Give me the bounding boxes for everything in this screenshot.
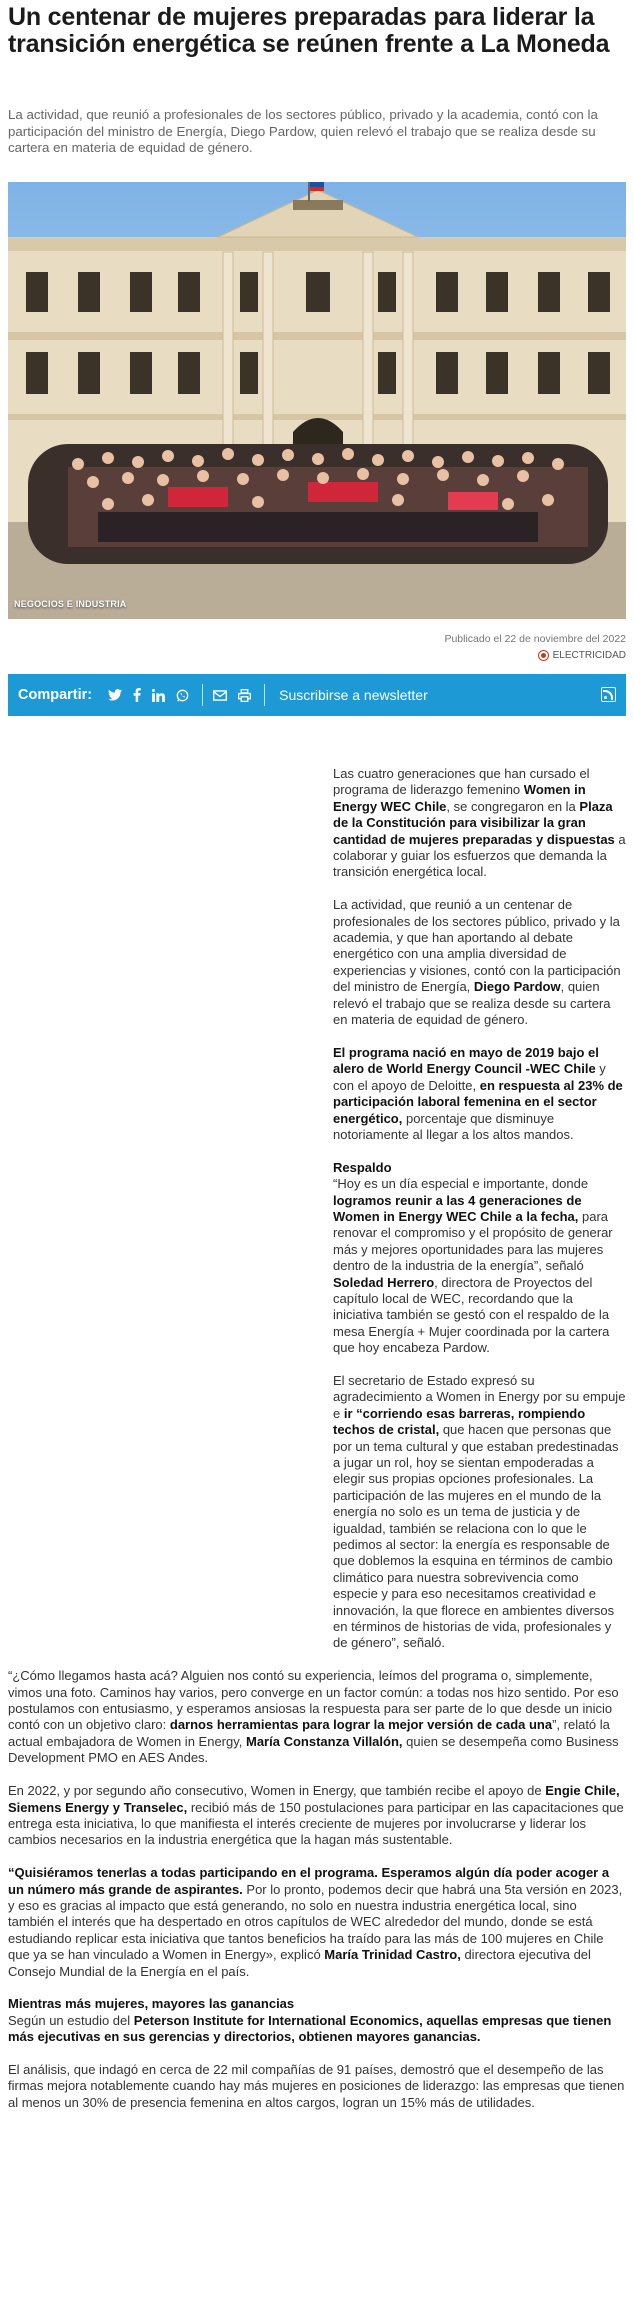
share-bar bbox=[8, 674, 626, 716]
body-paragraph bbox=[8, 2062, 626, 2111]
bold-run: Women in Energy WEC Chile bbox=[333, 782, 586, 814]
facebook-icon[interactable] bbox=[133, 688, 141, 702]
text-run: El secretario de Estado expresó su agradecimiento a Women in Energy por su empuje e bbox=[333, 1372, 626, 1421]
image-category-tag[interactable]: NEGOCIOS E INDUSTRIA bbox=[14, 599, 127, 609]
body-paragraph bbox=[8, 1996, 626, 2045]
subheading-ganancias: Mientras más mujeres, mayores las ganancias bbox=[8, 1996, 295, 2012]
ad-placeholder bbox=[8, 766, 333, 1664]
text-run: quien se desempeña como Business Development PMO en AES Andes. bbox=[8, 1733, 619, 1766]
bold-run: Soledad Herrero bbox=[333, 1274, 435, 1290]
text-run: a colaborar y guiar los esfuerzos que demanda la transición energética local. bbox=[333, 831, 626, 880]
share-divider bbox=[264, 684, 265, 706]
bold-run: en respuesta al 23% de participación laboral femenina en el sector energético, bbox=[333, 1077, 623, 1126]
article-body bbox=[8, 766, 626, 2128]
bold-run: Diego Pardow bbox=[473, 979, 561, 995]
text-run: directora ejecutiva del Consejo Mundial de la Energía en el país. bbox=[8, 1947, 591, 1979]
text-run: , se congregaron en la bbox=[446, 798, 580, 814]
whatsapp-icon[interactable] bbox=[176, 689, 189, 702]
bold-run: María Constanza Villalón, bbox=[246, 1733, 403, 1749]
text-run: que hacen que personas que por un tema cultural y que estaban predestinadas a jugar un rol, hoy se sientan empoderadas a elegir sus propias opciones profesionales. La participación de las mujeres en el mundo de la energía no solo es un tema de justicia y de igualdad, también se relaciona con lo que le pedimos al sector: la energía es responsable de que doblemos la esquina en términos de cambio climático para nuestra sobrevivencia como especie y para eso necesitamos creatividad e innovación, la que florece en ambientes diversos en términos de historias de vida, profesionales y de género”, señaló. bbox=[333, 1422, 619, 1651]
section-label[interactable] bbox=[538, 650, 626, 661]
body-paragraph bbox=[8, 1668, 626, 1766]
article-lead: La actividad, que reunió a profesionales de los sectores público, privado y la academia, contó con la participación del ministro de Energía, Diego Pardow, quien relevó el trabajo que se realiza desde su cartera en materia de equidad de género. bbox=[8, 107, 598, 155]
bold-run: Peterson Institute for International Economics, aquellas empresas que tienen más ejecutivas en sus gerencias y directorios, obtienen mayores ganancias. bbox=[8, 2012, 612, 2045]
text-run: Las cuatro generaciones que han cursado el programa de liderazgo femenino bbox=[333, 766, 590, 798]
text-run: , directora de Proyectos del capítulo local de WEC, recordando que la iniciativa también se gestó con el respaldo de la mesa Energía + Mujer coordinada por la cartera que hoy encabeza Pardow. bbox=[333, 1274, 610, 1356]
text-run: recibió más de 150 postulaciones para participar en las capacitaciones que entrega esta iniciativa, lo que manifiesta el interés creciente de mujeres por involucrarse y liderar los cambios necesarios en la industria energética que la hagan más sustentable. bbox=[8, 1799, 624, 1848]
bold-run: Plaza de la Constitución para visibilizar la gran cantidad de mujeres preparadas y dispuestas bbox=[333, 798, 615, 847]
bold-run: ir “corriendo esas barreras, rompiendo techos de cristal, bbox=[333, 1405, 586, 1438]
text-run: y con el apoyo de Deloitte, bbox=[333, 1061, 606, 1093]
linkedin-icon[interactable] bbox=[152, 689, 165, 702]
bold-run: Engie Chile, Siemens Energy y Transelec, bbox=[8, 1783, 620, 1815]
bold-run: “Quisiéramos tenerlas a todas participando en el programa. Esperamos algún día poder acoger a un número más grande de aspirantes. bbox=[8, 1865, 610, 1897]
body-paragraph-text bbox=[333, 1176, 613, 1355]
article-photo[interactable] bbox=[8, 182, 626, 619]
body-paragraph bbox=[8, 1865, 626, 1980]
text-run: La actividad, que reunió a un centenar de profesionales de los sectores público, privado y la academia, y que han aportando al debate energético con una amplia diversidad de experiencias y visiones, contó con la participación del ministro de Energía, bbox=[333, 897, 621, 995]
electricity-icon bbox=[538, 650, 549, 661]
share-divider bbox=[202, 684, 203, 706]
bold-run: logramos reunir a las 4 generaciones de Women in Energy WEC Chile a la fecha, bbox=[333, 1192, 582, 1224]
text-run: Según un estudio del bbox=[8, 2012, 134, 2028]
body-paragraph bbox=[8, 1783, 626, 1849]
text-run: porcentaje que disminuye notoriamente al llegar a los altos mandos. bbox=[333, 1110, 574, 1142]
text-run: para renovar el compromiso y el propósito de generar más y mejores oportunidades para las mujeres dentro de la industria de la energía”, señaló bbox=[333, 1208, 613, 1274]
text-run: El análisis, que indagó en cerca de 22 mil compañías de 91 países, demostró que el desempeño de las firmas mejora notablemente cuando hay más mujeres en posiciones de liderazgo: las empresas que tienen al menos un 30% de presencia femenina en altos cargos, logran un 15% más de utilidades. bbox=[8, 2061, 625, 2110]
text-run: Por lo pronto, podemos decir que habrá una 5ta versión en 2023, y eso es gracias al impacto que está generando, no solo en nuestra industria energética local, sino también el interés que ha despertado en otros capítulos de WEC alrededor del mundo, donde se está estudiando replicar esta iniciativa que tantos beneficios ha traído para las más de 100 mujeres en Chile que ya se han vinculado a Women in Energy», explicó bbox=[8, 1881, 623, 1963]
section-name: ELECTRICIDAD bbox=[552, 650, 626, 661]
text-run: “¿Cómo llegamos hasta acá? Alguien nos contó su experiencia, leímos del programa o, simplemente, vimos una foto. Caminos hay varios, pero converge en un factor común: a todas nos hizo sentido. Por eso postulamos con entusiasmo, y esperamos ansiosas la respuesta para ser parte de lo que desde un inicio contó con un objetivo claro: bbox=[8, 1668, 619, 1733]
text-run: , quien relevó el trabajo que se realiza desde su cartera en materia de equidad de género. bbox=[333, 979, 611, 1028]
article-headline: Un centenar de mujeres preparadas para liderar la transición energética se reúnen frente a La Moneda bbox=[8, 3, 610, 58]
rss-icon[interactable] bbox=[601, 687, 616, 702]
subheading-respaldo: Respaldo bbox=[333, 1159, 392, 1175]
la-moneda-photo-illustration bbox=[8, 182, 626, 619]
bold-run: darnos herramientas para lograr la mejor versión de cada una bbox=[169, 1717, 553, 1733]
text-run: En 2022, y por segundo año consecutivo, Women in Energy, que también recibe el apoyo de bbox=[8, 1783, 546, 1799]
bold-run: María Trinidad Castro, bbox=[324, 1947, 461, 1963]
text-run: “Hoy es un día especial e importante, donde bbox=[333, 1176, 589, 1192]
twitter-icon[interactable] bbox=[108, 689, 122, 701]
body-paragraph-text bbox=[8, 2013, 611, 2044]
text-run: ”, relató la actual embajadora de Women in Energy, bbox=[8, 1717, 610, 1749]
print-icon[interactable] bbox=[238, 689, 251, 702]
share-label: Compartir: bbox=[18, 687, 93, 703]
publish-date: Publicado el 22 de noviembre del 2022 bbox=[444, 633, 626, 645]
email-icon[interactable] bbox=[213, 690, 227, 701]
subscribe-newsletter-link[interactable]: Suscribirse a newsletter bbox=[279, 687, 428, 703]
bold-run: El programa nació en mayo de 2019 bajo el alero de World Energy Council -WEC Chile bbox=[333, 1044, 599, 1077]
